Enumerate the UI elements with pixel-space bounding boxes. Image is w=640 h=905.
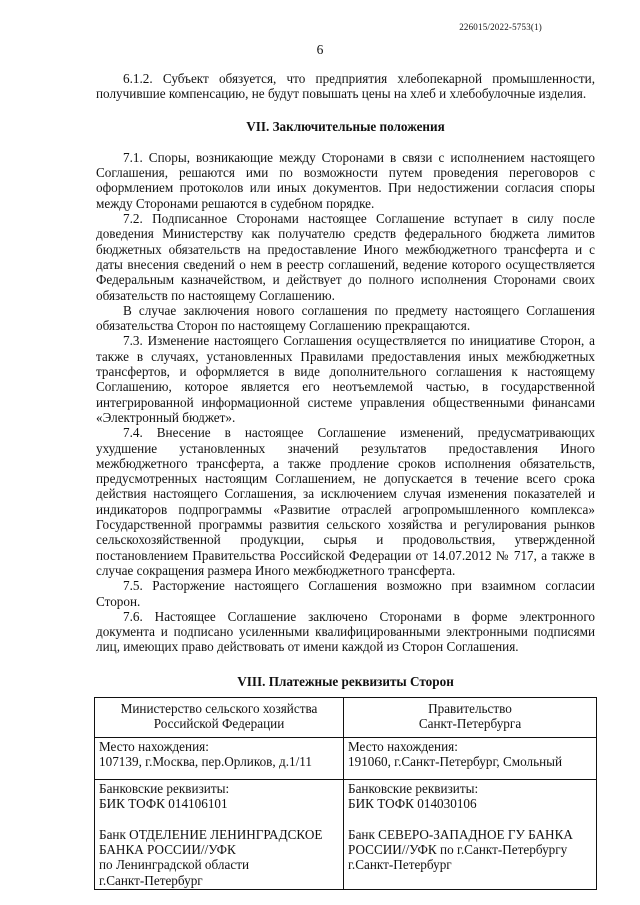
party-left-bank — [95, 780, 344, 890]
location-value: 191060, г.Санкт-Петербург, Смольный — [348, 753, 563, 769]
bank-name-line2: РОССИИ//УФК по г.Санкт-Петербургу — [348, 842, 568, 858]
document-body — [96, 71, 595, 890]
bank-name-line1: Банк ОТДЕЛЕНИЕ ЛЕНИНГРАДСКОЕ — [99, 826, 323, 842]
bank-name-line1: Банк СЕВЕРО-ЗАПАДНОЕ ГУ БАНКА — [348, 826, 573, 842]
party-left-name-line1: Министерство сельского хозяйства — [120, 700, 318, 716]
party-right-name-line2: Санкт-Петербурга — [418, 716, 522, 732]
party-left-name-line2: Российской Федерации — [153, 716, 285, 732]
section-7-title: VII. Заключительные положения — [246, 118, 445, 134]
party-left-location — [95, 737, 344, 780]
bank-name-line2: БАНКА РОССИИ//УФК — [99, 842, 236, 858]
paragraph-7-1: 7.1. Споры, возникающие между Сторонами в связи с исполнением настоящего Соглашения, решаются ими по возможности путем проведения переговоров с оформлением протоколов или иных документов. При недостижении согласия споры между Сторонами решаются в судебном порядке. — [96, 149, 595, 211]
location-label: Место нахождения: — [99, 738, 209, 754]
location-value: 107139, г.Москва, пер.Орликов, д.1/11 — [99, 753, 312, 769]
table-row — [95, 780, 597, 890]
party-right-bank — [344, 780, 597, 890]
party-left-name — [95, 697, 344, 737]
payment-details-table — [94, 697, 597, 890]
doc-number: 226015/2022-5753(1) — [459, 22, 542, 32]
bank-label: Банковские реквизиты: — [348, 781, 479, 797]
paragraph-7-5: 7.5. Расторжение настоящего Соглашения возможно при взаимном согласии Сторон. — [96, 578, 595, 609]
bank-name-line4: г.Санкт-Петербург — [99, 872, 203, 888]
page-number: 6 — [316, 42, 324, 57]
party-right-name-line1: Правительство — [428, 700, 512, 716]
bik-value: БИК ТОФК 014030106 — [348, 796, 477, 812]
paragraph-7-6: 7.6. Настоящее Соглашение заключено Сторонами в форме электронного документа и подписано усиленными квалифицированными электронными подписями лиц, имеющих право действовать от имени каждой из Сторон Соглашения. — [96, 608, 595, 655]
location-label: Место нахождения: — [348, 738, 458, 754]
paragraph-7-3: 7.3. Изменение настоящего Соглашения осуществляется по инициативе Сторон, а также в случаях, установленных Правилами предоставления иных межбюджетных трансфертов, и оформляется в виде дополнительного соглашения к настоящему Соглашению, которое является его неотъемлемой частью, в государственной интегрированной информационной системе управления общественными финансами «Электронный бюджет». — [96, 333, 595, 425]
table-row — [95, 737, 597, 780]
paragraph-7-4: 7.4. Внесение в настоящее Соглашение изменений, предусматривающих ухудшение установленных значений результатов предоставления Иного межбюджетного трансферта, а также продление сроков исполнения обязательств, предусмотренных настоящим Соглашением, не допускается в течение всего срока действия настоящего Соглашения, за исключением случая изменения показателей и индикаторов подпрограммы «Развитие отраслей агропромышленного комплекса» Государственной программы развития сельского хозяйства и регулирования рынков сельскохозяйственной продукции, сырья и продовольствия, утвержденной постановлением Правительства Российской Федерации от 14.07.2012 № 717, а также в случае сокращения размера Иного межбюджетного трансферта. — [96, 425, 595, 578]
section-8-title: VIII. Платежные реквизиты Сторон — [237, 673, 454, 689]
paragraph-6-1-2: 6.1.2. Субъект обязуется, что предприятия хлебопекарной промышленности, получившие компенсацию, не будут повышать цены на хлеб и хлебобулочные изделия. — [96, 71, 595, 102]
bank-label: Банковские реквизиты: — [99, 781, 230, 797]
paragraph-7-2: 7.2. Подписанное Сторонами настоящее Соглашение вступает в силу после доведения Министерству как получателю средств федерального бюджета лимитов бюджетных обязательств на предоставление Иного межбюджетного трансферта и с даты внесения сведений о нем в реестр соглашений, ведение которого осуществляется Федеральным казначейством, и действует до полного исполнения Сторонами своих обязательств по настоящему Соглашению. — [96, 211, 595, 303]
table-row — [95, 697, 597, 737]
bank-name-line3: г.Санкт-Петербург — [348, 857, 452, 873]
party-right-location — [344, 737, 597, 780]
party-right-name — [344, 697, 597, 737]
paragraph-7-2-continued: В случае заключения нового соглашения по предмету настоящего Соглашения обязательства Сторон по настоящему Соглашению прекращаются. — [96, 302, 595, 334]
bank-name-line3: по Ленинградской области — [99, 857, 250, 873]
bik-value: БИК ТОФК 014106101 — [99, 796, 228, 812]
